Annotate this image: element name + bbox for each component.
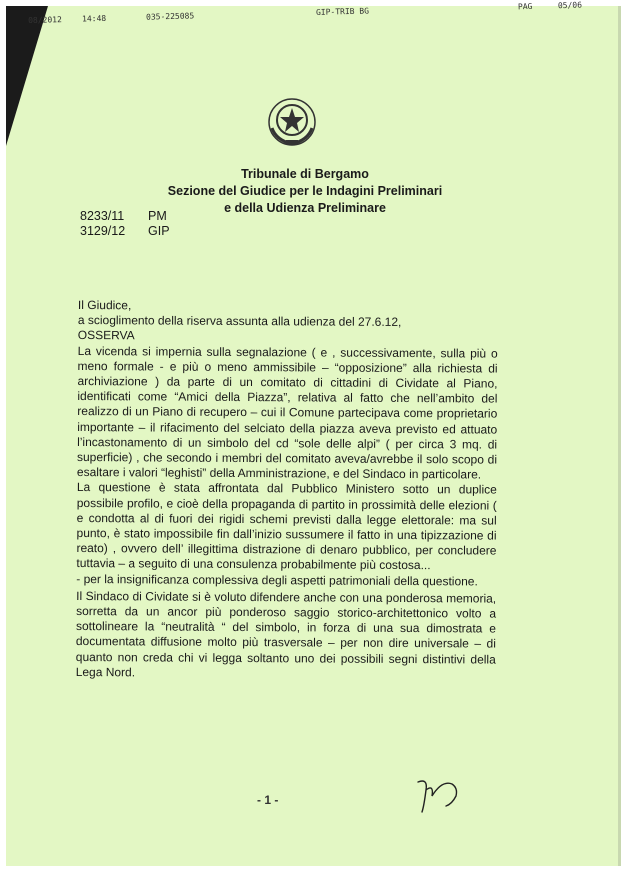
- case-references: [80, 209, 170, 239]
- heading-line-1: Tribunale di Bergamo: [241, 167, 369, 181]
- fax-date: 08/2012: [28, 15, 62, 25]
- paragraph: La questione è stata affrontata dal Pubblico Ministero sotto un duplice possibile profilo, e cioè della propaganda di partito in prossimità delle elezioni ( e condotta al di fuori dei rigidi schemi previsti dalla legge elettorale: ma sul punto, è stato impossibile fin dall’inizio sussumere il fatto in una tipizzazione di reato) , ovvero dell’ illegittima distrazione di denaro pubblico, per concludere tuttavia – a seguito di una consulenza probabilmente più costosa...: [76, 480, 497, 573]
- case-reference-row: [80, 224, 170, 239]
- fax-page-value: 05/06: [557, 0, 583, 11]
- paragraph: - per la insignificanza complessiva degli aspetti patrimoniali della questione.: [76, 571, 478, 589]
- osserva-line: OSSERVA: [77, 328, 135, 343]
- heading-line-3: e della Udienza Preliminare: [224, 201, 386, 215]
- case-code: PM: [148, 209, 167, 223]
- fax-sender: GIP-TRIB BG: [315, 6, 370, 17]
- fax-number: 035-225085: [145, 11, 195, 22]
- case-number: 3129/12: [80, 224, 126, 238]
- case-code: GIP: [148, 224, 170, 238]
- document-body: [76, 298, 498, 683]
- court-heading: [120, 166, 490, 217]
- fax-time: 14:48: [81, 13, 107, 24]
- heading-line-2: Sezione del Giudice per le Indagini Preliminari: [167, 184, 443, 198]
- case-reference-row: [80, 209, 170, 224]
- case-number: 8233/11: [80, 209, 125, 223]
- paragraph: La vicenda si impernia sulla segnalazione ( e , successivamente, sulla più o meno formale - e più o meno ammissibile – “opposizione” alla richiesta di archiviazione ) da parte di un comitato di cittadini di Cividate al Piano, identificati come “Amici della Piazza”, relativa al fatto che nell’ambito del realizzo di un Piano di recupero – cui il Comune partecipava come proprietario importante – il rifacimento del selciato della piazza aveva previsto ed attuato l’incastonamento di un simbolo del cd “sole delle alpi” ( per circa 3 mq. di superficie) , che secondo i membri del comitato aveva/avrebbe il solo scopo di esaltare i valori “leghisti” della Amministrazione, e del Sindaco in particolare.: [76, 343, 498, 482]
- intro-line: Il Giudice,: [77, 298, 132, 313]
- page-number: - 1 -: [257, 793, 279, 807]
- intro-line: a scioglimento della riserva assunta alla udienza del 27.6.12,: [77, 313, 402, 330]
- italian-republic-emblem-icon: [266, 96, 318, 148]
- paragraph: Il Sindaco di Cividate si è voluto difendere anche con una ponderosa memoria, sorretta da un ancor più ponderoso saggio storico-architettonico volto a sottolineare la “neutralità “ del simbolo, in forza di una sua dimostrata e documentata diffusione molto più trasversale – per non dire universale – di quanto non creda chi vi legga soltanto uno dei possibili segni distintivi della Lega Nord.: [75, 588, 497, 680]
- signature-mark: [412, 776, 472, 816]
- fax-page-label: PAG: [517, 1, 533, 12]
